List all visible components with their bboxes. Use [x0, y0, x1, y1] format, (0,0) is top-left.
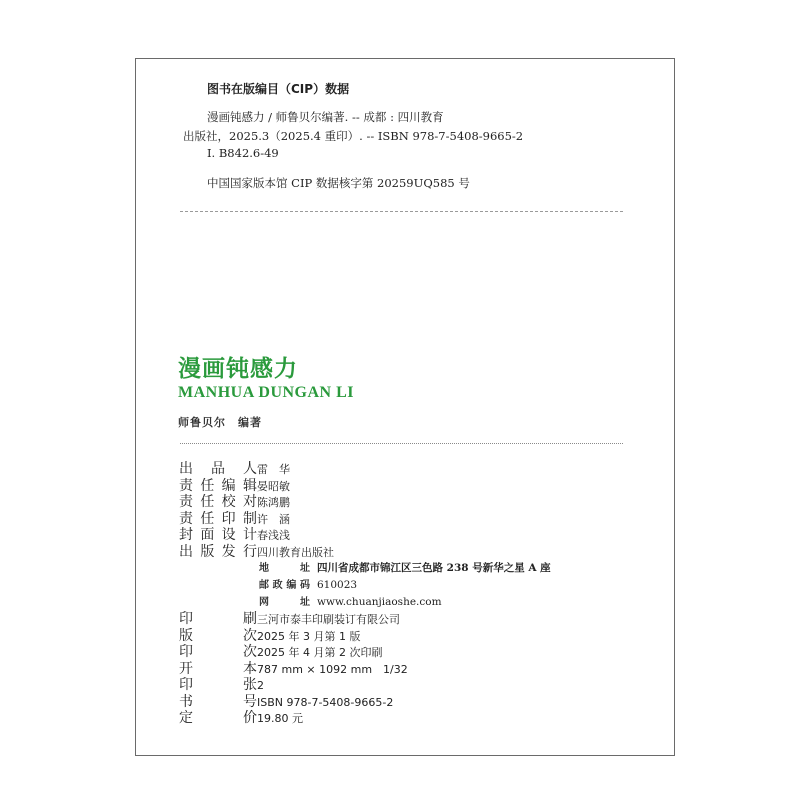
cip-divider [180, 211, 623, 212]
detail-label: 出 版 发 行 [179, 543, 257, 560]
detail-value: 三河市泰丰印刷装订有限公司 [257, 613, 400, 626]
print-detail-row [179, 628, 659, 645]
detail-label: 责 任 编 辑 [179, 477, 257, 494]
address-row [259, 594, 659, 611]
publication-details [179, 461, 659, 727]
print-detail-row [179, 661, 659, 678]
detail-label: 责 任 印 制 [179, 510, 257, 527]
detail-value: 雷 华 [257, 463, 290, 476]
detail-value: 2025 年 4 月第 2 次印刷 [257, 646, 383, 659]
cip-heading: 图书在版编目（CIP）数据 [207, 82, 350, 96]
detail-label: 定 价 [179, 710, 257, 726]
detail-label: 印 张 [179, 677, 257, 693]
detail-label: 书 号 [179, 693, 257, 710]
detail-value: 陈鸿鹏 [257, 496, 290, 509]
detail-label: 版 次 [179, 627, 257, 644]
address-value: www.chuanjiaoshe.com [317, 596, 442, 608]
address-value: 610023 [317, 579, 358, 591]
detail-label: 责 任 校 对 [179, 494, 257, 510]
detail-label: 开 本 [179, 660, 257, 677]
detail-value: 787 mm × 1092 mm 1/32 [257, 662, 408, 676]
cip-classification-line: Ⅰ. B842.6-49 [207, 146, 279, 160]
detail-value: ISBN 978-7-5408-9665-2 [257, 695, 394, 709]
detail-value: 晏昭敏 [257, 479, 290, 493]
credit-row [179, 544, 659, 561]
detail-label: 印 次 [179, 644, 257, 660]
address-value: 四川省成都市锦江区三色路 238 号新华之星 A 座 [317, 562, 551, 574]
detail-value: 2025 年 3 月第 1 版 [257, 629, 361, 643]
book-pinyin-title: MANHUA DUNGAN LI [178, 384, 354, 401]
detail-label: 封 面 设 计 [179, 527, 257, 543]
print-detail-row [179, 611, 659, 628]
address-label: 网 址 [259, 597, 310, 608]
address-label: 地 址 [259, 563, 310, 574]
cip-verification-line: 中国国家版本馆 CIP 数据核字第 20259UQ585 号 [207, 176, 470, 190]
print-detail-row [179, 677, 659, 694]
cip-title-line: 漫画钝感力 / 师鲁贝尔编著. -- 成都 : 四川教育 [207, 110, 444, 124]
address-row [259, 577, 659, 594]
detail-value: 许 涵 [257, 512, 290, 526]
print-detail-row [179, 710, 659, 727]
detail-label: 出 品 人 [179, 461, 257, 477]
address-row [259, 560, 659, 577]
detail-value: 2 [257, 679, 264, 692]
book-title: 漫画钝感力 [178, 355, 298, 382]
detail-value: 春浅浅 [257, 529, 290, 542]
detail-value: 四川教育出版社 [257, 545, 334, 559]
credits-list [179, 461, 659, 560]
credit-row [179, 511, 659, 528]
book-author: 师鲁贝尔 编著 [178, 416, 262, 429]
print-detail-row [179, 644, 659, 661]
address-block [259, 560, 659, 611]
print-detail-row [179, 694, 659, 711]
credit-row [179, 527, 659, 544]
title-divider [180, 443, 623, 444]
credit-row [179, 478, 659, 495]
credit-row [179, 494, 659, 511]
cip-publisher-line: 出版社，2025.3（2025.4 重印）. -- ISBN 978-7-5408-9665-2 [183, 129, 524, 143]
address-label: 邮 政 编 码 [259, 580, 310, 591]
credit-row [179, 461, 659, 478]
print-details-list [179, 611, 659, 727]
detail-label: 印 刷 [179, 611, 257, 627]
detail-value: 19.80 元 [257, 712, 303, 725]
